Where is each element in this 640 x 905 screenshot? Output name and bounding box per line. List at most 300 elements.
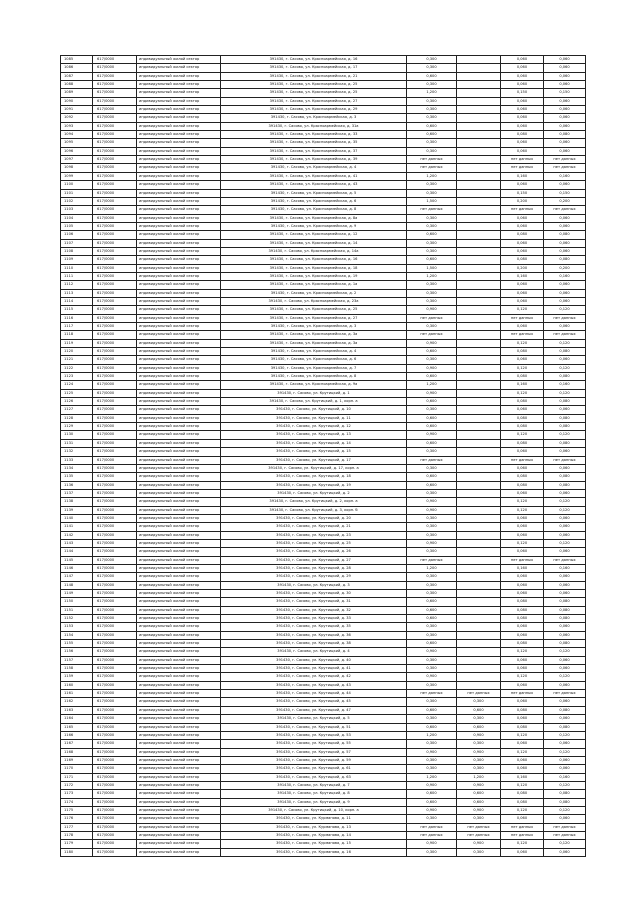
cell-address: 391430, г. Сасово, ул. Крутицкий, д. 33: [221, 615, 407, 623]
cell-sector-type: индивидуальный жилой сектор: [137, 197, 221, 205]
cell-row-number: 1150: [61, 598, 93, 606]
cell-row-number: 1090: [61, 97, 93, 105]
cell-value-1: 1,200: [407, 381, 457, 389]
cell-value-2: [457, 323, 501, 331]
cell-row-number: 1151: [61, 606, 93, 614]
cell-row-number: 1133: [61, 456, 93, 464]
cell-row-number: 1145: [61, 556, 93, 564]
cell-value-4: 0,080: [544, 423, 586, 431]
cell-value-2: [457, 506, 501, 514]
cell-value-2: [457, 89, 501, 97]
table-row: [61, 681, 586, 689]
cell-value-2: [457, 573, 501, 581]
table-row: [61, 523, 586, 531]
cell-value-1: 0,600: [407, 640, 457, 648]
cell-value-1: 0,300: [407, 406, 457, 414]
cell-address: 391430, г. Сасово, ул. Крутицкий, д. 2, корп. а: [221, 498, 407, 506]
cell-value-1: 0,600: [407, 798, 457, 806]
cell-value-1: 1,200: [407, 731, 457, 739]
cell-value-2: [457, 122, 501, 130]
cell-value-1: 0,600: [407, 615, 457, 623]
cell-value-2: [457, 414, 501, 422]
cell-address: 391430, г. Сасово, ул. Красноармейская, д. 9а: [221, 381, 407, 389]
cell-value-4: 0,060: [544, 106, 586, 114]
cell-value-4: 0,200: [544, 197, 586, 205]
cell-value-2: [457, 156, 501, 164]
cell-sector-type: индивидуальный жилой сектор: [137, 181, 221, 189]
cell-value-4: 0,080: [544, 798, 586, 806]
cell-value-1: 0,300: [407, 698, 457, 706]
cell-value-2: [457, 222, 501, 230]
cell-value-3: 0,160: [501, 564, 544, 572]
cell-object-code: 617/0000: [93, 623, 137, 631]
cell-value-4: 0,060: [544, 323, 586, 331]
cell-value-2: [457, 606, 501, 614]
cell-value-4: 0,120: [544, 748, 586, 756]
table-row: [61, 364, 586, 372]
cell-value-3: 0,080: [501, 231, 544, 239]
cell-row-number: 1102: [61, 197, 93, 205]
table-row: [61, 665, 586, 673]
cell-value-2: [457, 514, 501, 522]
cell-row-number: 1117: [61, 323, 93, 331]
table-row: [61, 314, 586, 322]
cell-address: 391430, г. Сасово, ул. Красноармейская, д. 33: [221, 131, 407, 139]
cell-row-number: 1174: [61, 798, 93, 806]
cell-address: 391430, г. Сасово, ул. Крутицкий, д. 23: [221, 531, 407, 539]
cell-value-4: 0,060: [544, 139, 586, 147]
cell-value-3: 0,060: [501, 72, 544, 80]
table-row: [61, 640, 586, 648]
cell-value-3: 0,060: [501, 222, 544, 230]
cell-object-code: 617/0000: [93, 97, 137, 105]
cell-address: 391430, г. Сасово, ул. Крутицкий, д. 4: [221, 648, 407, 656]
table-row: [61, 114, 586, 122]
cell-row-number: 1136: [61, 481, 93, 489]
cell-object-code: 617/0000: [93, 289, 137, 297]
cell-value-4: 0,200: [544, 264, 586, 272]
cell-object-code: 617/0000: [93, 556, 137, 564]
cell-sector-type: индивидуальный жилой сектор: [137, 339, 221, 347]
cell-value-3: 0,060: [501, 656, 544, 664]
table-row: [61, 815, 586, 823]
cell-sector-type: индивидуальный жилой сектор: [137, 164, 221, 172]
cell-row-number: 1123: [61, 373, 93, 381]
cell-sector-type: индивидуальный жилой сектор: [137, 272, 221, 280]
cell-value-4: 0,080: [544, 414, 586, 422]
cell-value-1: 0,300: [407, 356, 457, 364]
table-row: [61, 698, 586, 706]
cell-value-4: 0,060: [544, 122, 586, 130]
cell-sector-type: индивидуальный жилой сектор: [137, 690, 221, 698]
cell-sector-type: индивидуальный жилой сектор: [137, 606, 221, 614]
cell-value-2: 0,900: [457, 840, 501, 848]
cell-value-4: 0,080: [544, 606, 586, 614]
cell-value-3: 0,060: [501, 297, 544, 305]
cell-value-1: 0,600: [407, 706, 457, 714]
cell-value-4: 0,060: [544, 281, 586, 289]
cell-row-number: 1166: [61, 731, 93, 739]
cell-value-4: нет данных: [544, 156, 586, 164]
cell-sector-type: индивидуальный жилой сектор: [137, 723, 221, 731]
table-row: [61, 823, 586, 831]
cell-value-3: 0,160: [501, 272, 544, 280]
table-row: [61, 840, 586, 848]
cell-address: 391430, г. Сасово, ул. Красноармейская, д. 3: [221, 323, 407, 331]
cell-value-4: 0,080: [544, 398, 586, 406]
cell-row-number: 1128: [61, 414, 93, 422]
cell-value-4: нет данных: [544, 556, 586, 564]
cell-value-1: 0,300: [407, 464, 457, 472]
cell-value-1: 1,200: [407, 773, 457, 781]
cell-value-4: 0,150: [544, 189, 586, 197]
table-body: [61, 56, 586, 857]
table-row: [61, 439, 586, 447]
cell-value-2: 0,900: [457, 806, 501, 814]
cell-value-3: 0,120: [501, 673, 544, 681]
cell-value-1: 0,900: [407, 431, 457, 439]
cell-value-4: 0,120: [544, 806, 586, 814]
cell-address: 391430, г. Сасово, ул. Красноармейская, д. 6: [221, 356, 407, 364]
cell-value-4: 0,120: [544, 306, 586, 314]
cell-address: 391430, г. Сасово, ул. Крутицкий, д. 59: [221, 756, 407, 764]
cell-object-code: 617/0000: [93, 206, 137, 214]
cell-value-3: 0,150: [501, 189, 544, 197]
cell-value-2: [457, 590, 501, 598]
table-row: [61, 389, 586, 397]
cell-address: 391430, г. Сасово, ул. Красноармейская, д. 5: [221, 189, 407, 197]
table-row: [61, 406, 586, 414]
cell-object-code: 617/0000: [93, 247, 137, 255]
cell-value-1: 0,300: [407, 815, 457, 823]
cell-object-code: 617/0000: [93, 831, 137, 839]
table-row: [61, 598, 586, 606]
cell-object-code: 617/0000: [93, 314, 137, 322]
cell-address: 391430, г. Сасово, ул. Крутицкий, д. 10, корп. а: [221, 806, 407, 814]
table-row: [61, 164, 586, 172]
cell-sector-type: индивидуальный жилой сектор: [137, 781, 221, 789]
cell-value-1: 0,300: [407, 848, 457, 856]
cell-value-3: нет данных: [501, 690, 544, 698]
table-row: [61, 206, 586, 214]
cell-sector-type: индивидуальный жилой сектор: [137, 698, 221, 706]
cell-value-4: 0,060: [544, 222, 586, 230]
cell-row-number: 1101: [61, 189, 93, 197]
cell-value-2: [457, 56, 501, 64]
cell-sector-type: индивидуальный жилой сектор: [137, 656, 221, 664]
table-row: [61, 331, 586, 339]
cell-object-code: 617/0000: [93, 147, 137, 155]
cell-value-2: [457, 348, 501, 356]
table-row: [61, 806, 586, 814]
cell-sector-type: индивидуальный жилой сектор: [137, 331, 221, 339]
cell-row-number: 1165: [61, 723, 93, 731]
cell-address: 391430, г. Сасово, ул. Красноармейская, д. 12: [221, 231, 407, 239]
cell-sector-type: индивидуальный жилой сектор: [137, 590, 221, 598]
cell-value-3: 0,060: [501, 448, 544, 456]
cell-value-4: 0,060: [544, 356, 586, 364]
cell-value-2: [457, 256, 501, 264]
cell-value-1: 0,900: [407, 339, 457, 347]
cell-value-2: [457, 239, 501, 247]
cell-row-number: 1096: [61, 147, 93, 155]
cell-address: 391430, г. Сасово, ул. Красноармейская, д. 37: [221, 147, 407, 155]
table-row: [61, 222, 586, 230]
cell-address: 391430, г. Сасово, ул. Красноармейская, д. 16: [221, 256, 407, 264]
cell-value-2: [457, 81, 501, 89]
cell-value-1: 0,300: [407, 56, 457, 64]
cell-value-1: 1,200: [407, 172, 457, 180]
cell-value-4: 0,060: [544, 848, 586, 856]
cell-value-1: 0,300: [407, 523, 457, 531]
cell-object-code: 617/0000: [93, 239, 137, 247]
cell-sector-type: индивидуальный жилой сектор: [137, 231, 221, 239]
cell-value-1: 0,300: [407, 281, 457, 289]
cell-address: 391430, г. Сасово, ул. Красноармейская, д. 3а: [221, 331, 407, 339]
cell-value-2: [457, 564, 501, 572]
cell-value-3: 0,080: [501, 256, 544, 264]
cell-value-2: [457, 231, 501, 239]
cell-sector-type: индивидуальный жилой сектор: [137, 222, 221, 230]
cell-sector-type: индивидуальный жилой сектор: [137, 564, 221, 572]
cell-value-3: 0,120: [501, 498, 544, 506]
cell-value-2: [457, 297, 501, 305]
cell-address: 391430, г. Сасово, ул. Красноармейская, д. 1а: [221, 281, 407, 289]
cell-row-number: 1098: [61, 164, 93, 172]
cell-row-number: 1120: [61, 348, 93, 356]
cell-value-1: 0,600: [407, 398, 457, 406]
cell-sector-type: индивидуальный жилой сектор: [137, 139, 221, 147]
table-row: [61, 590, 586, 598]
cell-object-code: 617/0000: [93, 456, 137, 464]
table-row: [61, 239, 586, 247]
cell-value-4: 0,120: [544, 506, 586, 514]
cell-value-4: 0,060: [544, 523, 586, 531]
cell-sector-type: индивидуальный жилой сектор: [137, 573, 221, 581]
cell-address: 391430, г. Сасово, ул. Красноармейская, д. 25: [221, 89, 407, 97]
cell-sector-type: индивидуальный жилой сектор: [137, 323, 221, 331]
cell-value-1: 0,900: [407, 648, 457, 656]
cell-value-2: [457, 431, 501, 439]
cell-value-4: нет данных: [544, 331, 586, 339]
cell-sector-type: индивидуальный жилой сектор: [137, 665, 221, 673]
cell-address: 391430, г. Сасово, ул. Крутицкий, д. 43: [221, 681, 407, 689]
cell-object-code: 617/0000: [93, 56, 137, 64]
table-row: [61, 831, 586, 839]
cell-value-2: 0,300: [457, 815, 501, 823]
cell-value-4: 0,060: [544, 656, 586, 664]
cell-value-3: 0,060: [501, 665, 544, 673]
cell-value-4: 0,060: [544, 81, 586, 89]
table-row: [61, 715, 586, 723]
cell-value-3: 0,120: [501, 364, 544, 372]
cell-address: 391430, г. Сасово, ул. Красноармейская, д. 25: [221, 81, 407, 89]
cell-value-2: 0,300: [457, 715, 501, 723]
cell-value-2: [457, 439, 501, 447]
cell-row-number: 1178: [61, 831, 93, 839]
cell-address: 391430, г. Сасово, ул. Красноармейская, д. 39: [221, 156, 407, 164]
cell-address: 391430, г. Сасово, ул. Крутицкий, д. 27: [221, 556, 407, 564]
cell-value-4: нет данных: [544, 314, 586, 322]
cell-address: 391430, г. Сасово, ул. Крутицкий, д. 55: [221, 740, 407, 748]
cell-address: 391430, г. Сасово, ул. Красноармейская, д. 4: [221, 348, 407, 356]
cell-address: 391430, г. Сасово, ул. Крутицкий, д. 44: [221, 690, 407, 698]
cell-value-3: 0,080: [501, 423, 544, 431]
table-row: [61, 339, 586, 347]
cell-value-3: 0,080: [501, 606, 544, 614]
cell-object-code: 617/0000: [93, 498, 137, 506]
table-row: [61, 548, 586, 556]
cell-value-1: 0,600: [407, 481, 457, 489]
table-row: [61, 631, 586, 639]
cell-object-code: 617/0000: [93, 748, 137, 756]
cell-address: 391430, г. Сасово, ул. Курманова, д. 15: [221, 840, 407, 848]
cell-sector-type: индивидуальный жилой сектор: [137, 773, 221, 781]
cell-value-1: 0,600: [407, 231, 457, 239]
table-row: [61, 673, 586, 681]
cell-value-1: 0,300: [407, 514, 457, 522]
cell-value-1: 0,300: [407, 139, 457, 147]
cell-address: 391430, г. Сасово, ул. Красноармейская, д. 25: [221, 306, 407, 314]
cell-value-4: 0,060: [544, 64, 586, 72]
cell-value-3: 0,120: [501, 339, 544, 347]
cell-value-4: нет данных: [544, 164, 586, 172]
cell-value-4: 0,120: [544, 840, 586, 848]
cell-object-code: 617/0000: [93, 815, 137, 823]
cell-row-number: 1124: [61, 381, 93, 389]
cell-row-number: 1146: [61, 564, 93, 572]
cell-value-2: [457, 648, 501, 656]
cell-address: 391430, г. Сасово, ул. Крутицкий, д. 31: [221, 598, 407, 606]
cell-sector-type: индивидуальный жилой сектор: [137, 389, 221, 397]
cell-value-3: 0,060: [501, 323, 544, 331]
cell-value-3: 0,160: [501, 773, 544, 781]
cell-sector-type: индивидуальный жилой сектор: [137, 214, 221, 222]
cell-address: 391430, г. Сасово, ул. Крутицкий, д. 35: [221, 623, 407, 631]
cell-address: 391430, г. Сасово, ул. Красноармейская, д. 8: [221, 206, 407, 214]
cell-value-4: 0,080: [544, 598, 586, 606]
cell-value-3: 0,120: [501, 306, 544, 314]
cell-address: 391430, г. Сасово, ул. Крутицкий, д. 41: [221, 665, 407, 673]
table-row: [61, 398, 586, 406]
cell-row-number: 1172: [61, 781, 93, 789]
cell-value-4: нет данных: [544, 831, 586, 839]
cell-row-number: 1158: [61, 665, 93, 673]
cell-value-1: 0,300: [407, 756, 457, 764]
cell-value-3: 0,080: [501, 790, 544, 798]
cell-value-3: 0,080: [501, 398, 544, 406]
cell-value-1: нет данных: [407, 331, 457, 339]
cell-value-1: 0,300: [407, 548, 457, 556]
cell-value-3: 0,060: [501, 56, 544, 64]
cell-row-number: 1157: [61, 656, 93, 664]
cell-sector-type: индивидуальный жилой сектор: [137, 648, 221, 656]
cell-value-2: 0,600: [457, 790, 501, 798]
cell-object-code: 617/0000: [93, 539, 137, 547]
cell-object-code: 617/0000: [93, 473, 137, 481]
cell-sector-type: индивидуальный жилой сектор: [137, 64, 221, 72]
cell-value-1: 0,300: [407, 656, 457, 664]
cell-object-code: 617/0000: [93, 306, 137, 314]
cell-address: 391430, г. Сасово, ул. Крутицкий, д. 32: [221, 606, 407, 614]
cell-row-number: 1092: [61, 114, 93, 122]
cell-value-4: 0,160: [544, 381, 586, 389]
cell-value-2: 0,300: [457, 698, 501, 706]
cell-value-1: 0,600: [407, 598, 457, 606]
cell-row-number: 1171: [61, 773, 93, 781]
cell-address: 391430, г. Сасово, ул. Крутицкий, д. 47: [221, 706, 407, 714]
table-row: [61, 489, 586, 497]
cell-value-4: 0,060: [544, 489, 586, 497]
cell-object-code: 617/0000: [93, 756, 137, 764]
cell-value-2: [457, 314, 501, 322]
cell-value-1: нет данных: [407, 156, 457, 164]
cell-row-number: 1162: [61, 698, 93, 706]
cell-address: 391430, г. Сасово, ул. Крутицкий, д. 19: [221, 481, 407, 489]
cell-value-1: 0,300: [407, 106, 457, 114]
cell-row-number: 1118: [61, 331, 93, 339]
cell-value-1: 0,300: [407, 665, 457, 673]
cell-value-3: 0,060: [501, 97, 544, 105]
cell-object-code: 617/0000: [93, 848, 137, 856]
cell-row-number: 1095: [61, 139, 93, 147]
cell-sector-type: индивидуальный жилой сектор: [137, 406, 221, 414]
cell-value-4: 0,120: [544, 781, 586, 789]
cell-value-4: 0,080: [544, 615, 586, 623]
cell-value-4: 0,060: [544, 114, 586, 122]
table-row: [61, 256, 586, 264]
cell-address: 391430, г. Сасово, ул. Крутицкий, д. 12: [221, 423, 407, 431]
cell-value-2: [457, 272, 501, 280]
cell-value-2: [457, 64, 501, 72]
cell-value-3: 0,060: [501, 623, 544, 631]
cell-value-2: [457, 665, 501, 673]
cell-value-1: 0,300: [407, 297, 457, 305]
cell-address: 391430, г. Сасово, ул. Красноармейская, д. 41: [221, 172, 407, 180]
cell-value-2: [457, 681, 501, 689]
cell-sector-type: индивидуальный жилой сектор: [137, 756, 221, 764]
table-row: [61, 272, 586, 280]
cell-value-4: 0,080: [544, 231, 586, 239]
cell-address: 391430, г. Сасово, ул. Красноармейская, д. 19: [221, 272, 407, 280]
cell-row-number: 1167: [61, 740, 93, 748]
cell-sector-type: индивидуальный жилой сектор: [137, 373, 221, 381]
cell-value-2: 0,300: [457, 756, 501, 764]
cell-value-3: 0,120: [501, 781, 544, 789]
cell-sector-type: индивидуальный жилой сектор: [137, 256, 221, 264]
cell-value-2: [457, 423, 501, 431]
cell-object-code: 617/0000: [93, 631, 137, 639]
cell-sector-type: индивидуальный жилой сектор: [137, 840, 221, 848]
cell-value-3: 0,060: [501, 281, 544, 289]
table-row: [61, 706, 586, 714]
cell-object-code: 617/0000: [93, 406, 137, 414]
cell-value-3: 0,060: [501, 631, 544, 639]
cell-address: 391430, г. Сасово, ул. Красноармейская, д. 16: [221, 56, 407, 64]
cell-value-4: 0,080: [544, 790, 586, 798]
cell-address: 391430, г. Сасово, ул. Крутицкий, д. 2: [221, 489, 407, 497]
cell-sector-type: индивидуальный жилой сектор: [137, 306, 221, 314]
cell-row-number: 1125: [61, 389, 93, 397]
cell-value-3: 0,080: [501, 348, 544, 356]
cell-value-3: 0,060: [501, 848, 544, 856]
cell-value-1: 0,900: [407, 539, 457, 547]
cell-object-code: 617/0000: [93, 481, 137, 489]
cell-row-number: 1104: [61, 214, 93, 222]
cell-object-code: 617/0000: [93, 823, 137, 831]
cell-object-code: 617/0000: [93, 256, 137, 264]
cell-object-code: 617/0000: [93, 606, 137, 614]
